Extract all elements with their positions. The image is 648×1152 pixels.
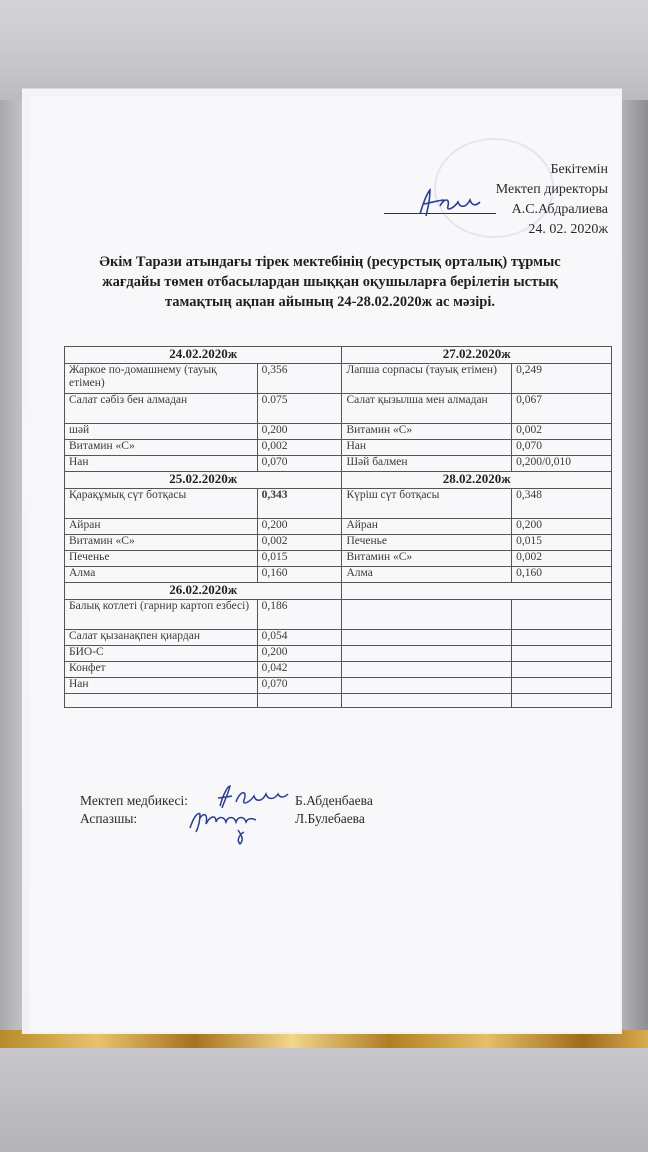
dish-weight: 0,002 <box>512 551 612 567</box>
dish-weight: 0,002 <box>512 424 612 440</box>
dish-name: Салат қызанақпен қиардан <box>65 630 258 646</box>
cook-signature <box>186 806 266 846</box>
table-row <box>65 567 612 583</box>
dish-weight: 0,160 <box>257 567 342 583</box>
empty-cell <box>342 694 512 708</box>
nurse-name: Б.Абденбаева <box>295 793 373 808</box>
empty-cell <box>65 694 258 708</box>
dish-weight: 0,042 <box>257 662 342 678</box>
dish-name: Лапша сорпасы (тауық етімен) <box>342 364 512 394</box>
dish-weight: 0,054 <box>257 630 342 646</box>
empty-cell <box>342 646 512 662</box>
empty-cell <box>342 600 512 630</box>
table-row <box>65 662 612 678</box>
dish-name: Печенье <box>65 551 258 567</box>
dish-name: Конфет <box>65 662 258 678</box>
empty-cell <box>512 662 612 678</box>
table-row <box>65 394 612 424</box>
dish-name: Нан <box>65 678 258 694</box>
dish-name: Шәй балмен <box>342 456 512 472</box>
dish-name: Балық котлеті (гарнир картоп езбесі) <box>65 600 258 630</box>
dish-name: Жаркое по-домашнему (тауық етімен) <box>65 364 258 394</box>
dish-weight: 0,200/0,010 <box>512 456 612 472</box>
dish-weight: 0,200 <box>257 519 342 535</box>
date-header: 27.02.2020ж <box>342 347 612 364</box>
table-row <box>65 489 612 519</box>
approval-line-1: Бекітемін <box>550 162 608 177</box>
table-row <box>65 519 612 535</box>
dish-name: Витамин «С» <box>342 424 512 440</box>
floor-background <box>0 1048 648 1152</box>
dish-name: шәй <box>65 424 258 440</box>
empty-cell <box>342 678 512 694</box>
dish-weight: 0,160 <box>512 567 612 583</box>
empty-cell <box>257 694 342 708</box>
nurse-role: Мектеп медбикесі: <box>80 793 189 808</box>
dish-weight: 0,002 <box>257 440 342 456</box>
table-row <box>65 630 612 646</box>
dish-weight: 0,356 <box>257 364 342 394</box>
dish-weight: 0,249 <box>512 364 612 394</box>
dish-weight: 0,070 <box>257 456 342 472</box>
dish-name: Витамин «С» <box>342 551 512 567</box>
approval-line-2: Мектеп директоры <box>495 182 608 197</box>
dish-name: Алма <box>342 567 512 583</box>
dish-weight: 0,070 <box>512 440 612 456</box>
table-row <box>65 347 612 364</box>
dish-weight: 0,186 <box>257 600 342 630</box>
cook-role: Аспазшы: <box>80 811 138 826</box>
table-row <box>65 600 612 630</box>
menu-table <box>64 346 612 708</box>
dish-weight: 0,070 <box>257 678 342 694</box>
dish-weight: 0,015 <box>512 535 612 551</box>
dish-name: БИО-С <box>65 646 258 662</box>
date-header: 25.02.2020ж <box>65 472 342 489</box>
dish-weight: 0,067 <box>512 394 612 424</box>
cook-name: Л.Булебаева <box>295 811 365 826</box>
dish-weight: 0,348 <box>512 489 612 519</box>
empty-cell <box>512 694 612 708</box>
wall-left-edge <box>0 100 22 1030</box>
empty-cell <box>512 600 612 630</box>
dish-weight: 0,200 <box>257 646 342 662</box>
table-row <box>65 535 612 551</box>
dish-weight: 0,015 <box>257 551 342 567</box>
empty-cell <box>342 630 512 646</box>
dish-weight: 0,200 <box>257 424 342 440</box>
dish-weight: 0,002 <box>257 535 342 551</box>
dish-name: Салат қызылша мен алмадан <box>342 394 512 424</box>
dish-name: Алма <box>65 567 258 583</box>
dish-weight: 0,200 <box>512 519 612 535</box>
table-row <box>65 694 612 708</box>
director-signature <box>414 186 484 220</box>
table-row <box>65 472 612 489</box>
dish-name: Печенье <box>342 535 512 551</box>
table-row <box>65 678 612 694</box>
approval-date: 24. 02. 2020ж <box>528 222 608 237</box>
empty-cell <box>342 583 612 600</box>
date-header: 26.02.2020ж <box>65 583 342 600</box>
table-row <box>65 583 612 600</box>
empty-cell <box>512 630 612 646</box>
empty-cell <box>512 678 612 694</box>
dish-weight: 0,343 <box>257 489 342 519</box>
table-row <box>65 456 612 472</box>
table-row <box>65 440 612 456</box>
dish-name: Витамин «С» <box>65 535 258 551</box>
document-title: Әкім Тарази атындағы тірек мектебінің (ресурстық орталық) тұрмыс жағдайы төмен отбасылардан шыққан оқушыларға берілетін ыстық тамақтың ақпан айының 24-28.02.2020ж ас мәзірі. <box>99 254 561 310</box>
dish-name: Айран <box>342 519 512 535</box>
dish-name: Күріш сүт ботқасы <box>342 489 512 519</box>
dish-name: Нан <box>342 440 512 456</box>
table-row <box>65 364 612 394</box>
approval-line-3: А.С.Абдралиева <box>511 202 608 217</box>
table-row <box>65 551 612 567</box>
wall-right-edge <box>618 100 648 1030</box>
dish-name: Салат сәбіз бен алмадан <box>65 394 258 424</box>
dish-weight: 0.075 <box>257 394 342 424</box>
dish-name: Айран <box>65 519 258 535</box>
dish-name: Қарақұмық сүт ботқасы <box>65 489 258 519</box>
table-row <box>65 424 612 440</box>
empty-cell <box>512 646 612 662</box>
date-header: 24.02.2020ж <box>65 347 342 364</box>
date-header: 28.02.2020ж <box>342 472 612 489</box>
empty-cell <box>342 662 512 678</box>
dish-name: Витамин «С» <box>65 440 258 456</box>
dish-name: Нан <box>65 456 258 472</box>
table-row <box>65 646 612 662</box>
